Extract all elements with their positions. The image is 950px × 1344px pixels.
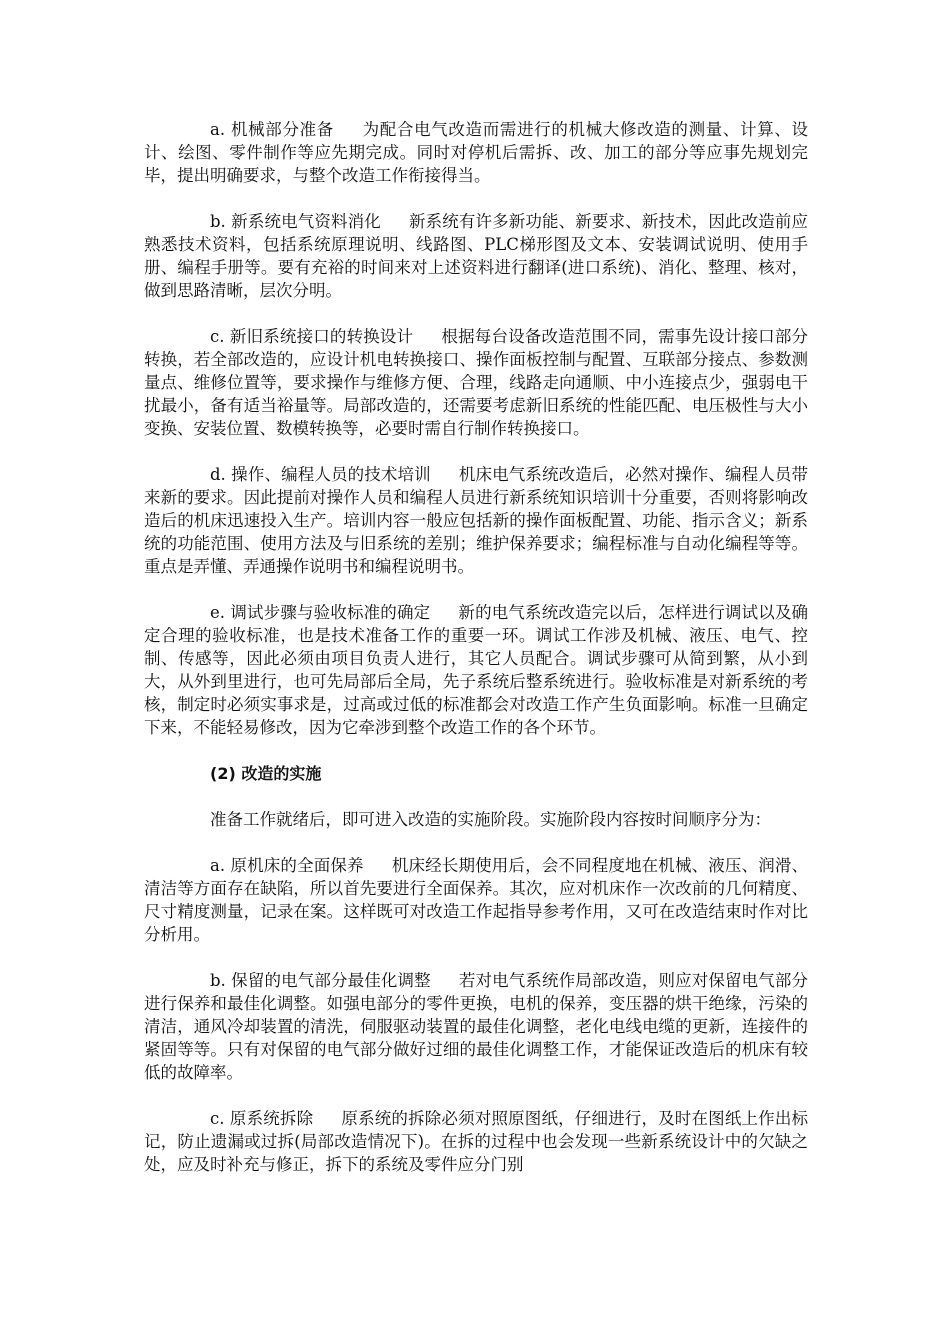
- item-body: 机床经长期使用后，会不同程度地在机械、液压、润滑、清洁等方面存在缺陷，所以首先要进行全面保养。其次，应对机床作一次改前的几何精度、尺寸精度测量，记录在案。这样既可对改造工作起指导参考作用，又可在改造结束时作对比分析用。: [144, 856, 809, 944]
- item-body: 原系统的拆除必须对照原图纸，仔细进行，及时在图纸上作出标记，防止遗漏或过拆(局部改造情况下)。在拆的过程中也会发现一些新系统设计中的欠缺之处，应及时补充与修正，拆下的系统及零件应分门别: [144, 1109, 808, 1174]
- item-lead: a. 原机床的全面保养: [210, 856, 364, 875]
- intro-paragraph: 准备工作就绪后，即可进入改造的实施阶段。实施阶段内容按时间顺序分为：: [210, 810, 771, 829]
- item-lead: a. 机械部分准备: [210, 120, 334, 139]
- paragraph-prep-c: [144, 325, 808, 440]
- section-heading: (2) 改造的实施: [210, 764, 322, 783]
- paragraph-impl-b: [144, 969, 808, 1084]
- paragraph-prep-b: [144, 210, 808, 302]
- item-body: 新系统有许多新功能、新要求、新技术，因此改造前应熟悉技术资料，包括系统原理说明、线路图、PLC梯形图及文本、安装调试说明、使用手册、编程手册等。要有充裕的时间来对上述资料进行翻译(进口系统)、消化、整理、核对，做到思路清晰，层次分明。: [144, 212, 808, 300]
- paragraph-prep-d: [144, 463, 808, 578]
- item-body: 为配合电气改造而需进行的机械大修改造的测量、计算、设计、绘图、零件制作等应先期完成。同时对停机后需拆、改、加工的部分等应事先规划完毕，提出明确要求，与整个改造工作衔接得当。: [144, 120, 809, 185]
- item-lead: e. 调试步骤与验收标准的确定: [210, 603, 431, 622]
- item-lead: c. 新旧系统接口的转换设计: [210, 327, 414, 346]
- item-body: 若对电气系统作局部改造，则应对保留电气部分进行保养和最佳化调整。如强电部分的零件更换，电机的保养，变压器的烘干绝缘，污染的清洁，通风冷却装置的清洗，伺服驱动装置的最佳化调整，老化电线电缆的更新，连接件的紧固等等。只有对保留的电气部分做好过细的最佳化调整工作，才能保证改造后的机床有较低的故障率。: [144, 971, 808, 1082]
- paragraph-prep-e: [144, 601, 808, 739]
- item-body: 机床电气系统改造后，必然对操作、编程人员带来新的要求。因此提前对操作人员和编程人员进行新系统知识培训十分重要，否则将影响改造后的机床迅速投入生产。培训内容一般应包括新的操作面板配置、功能、指示含义；新系统的功能范围、使用方法及与旧系统的差别；维护保养要求；编程标准与自动化编程等等。重点是弄懂、弄通操作说明书和编程说明书。: [144, 465, 808, 576]
- item-lead: d. 操作、编程人员的技术培训: [210, 465, 431, 484]
- paragraph-impl-a: [144, 854, 808, 946]
- item-lead: b. 保留的电气部分最佳化调整: [210, 971, 431, 990]
- item-body: 新的电气系统改造完以后，怎样进行调试以及确定合理的验收标准，也是技术准备工作的重要一环。调试工作涉及机械、液压、电气、控制、传感等，因此必须由项目负责人进行，其它人员配合。调试步骤可从简到繁，从小到大，从外到里进行，也可先局部后全局，先子系统后整系统进行。验收标准是对新系统的考核，制定时必须实事求是，过高或过低的标准都会对改造工作产生负面影响。标准一旦确定下来，不能轻易修改，因为它牵涉到整个改造工作的各个环节。: [144, 603, 808, 737]
- item-lead: b. 新系统电气资料消化: [210, 212, 381, 231]
- item-lead: c. 原系统拆除: [210, 1109, 314, 1128]
- document-page: [144, 118, 808, 1199]
- paragraph-prep-a: [144, 118, 808, 187]
- paragraph-impl-c: [144, 1107, 808, 1176]
- item-body: 根据每台设备改造范围不同，需事先设计接口部分转换，若全部改造的，应设计机电转换接口、操作面板控制与配置、互联部分接点、参数测量点、维修位置等，要求操作与维修方便、合理，线路走向通顺、中小连接点少，强弱电干扰最小，备有适当裕量等。局部改造的，还需要考虑新旧系统的性能匹配、电压极性与大小变换、安装位置、数模转换等，必要时需自行制作转换接口。: [144, 327, 808, 438]
